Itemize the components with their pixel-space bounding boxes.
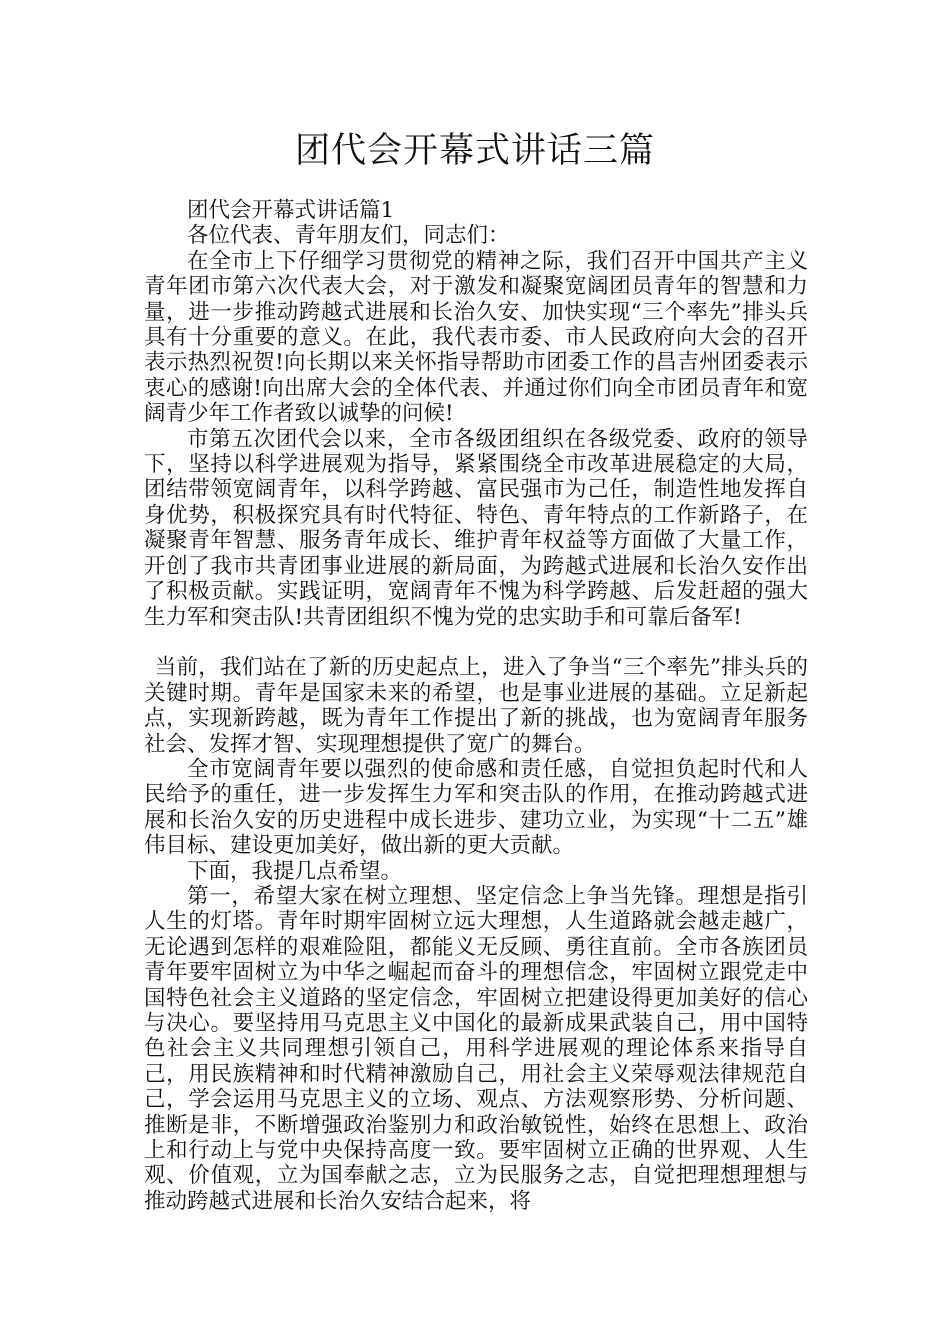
- paragraph-spacer: [144, 630, 808, 655]
- paragraph: 下面，我提几点希望。: [187, 858, 403, 884]
- salutation: 各位代表、青年朋友们，同志们：: [187, 223, 510, 249]
- paragraph: 全市宽阔青年要以强烈的使命感和责任感，自觉担负起时代和人民给予的重任，进一步发挥生力军和突击队的作用，在推动跨越式进展和长治久安的历史进程中成长进步、建功立业，为实现“十二五”雄伟目标、建设更加美好，做出新的更大贡献。: [144, 756, 808, 859]
- paragraph: 在全市上下仔细学习贯彻党的精神之际，我们召开中国共产主义青年团市第六次代表大会，对于激发和凝聚宽阔团员青年的智慧和力量，进一步推动跨越式进展和长治久安、加快实现“三个率先”排头兵具有十分重要的意义。在此，我代表市委、市人民政府向大会的召开表示热烈祝贺!向长期以来关怀指导帮助市团委工作的昌吉州团委表示衷心的感谢!向出席大会的全体代表、并通过你们向全市团员青年和宽阔青少年工作者致以诚挚的问候!: [144, 248, 808, 427]
- paragraph: 市第五次团代会以来，全市各级团组织在各级党委、政府的领导下，坚持以科学进展观为指导，紧紧围绕全市改革进展稳定的大局，团结带领宽阔青年，以科学跨越、富民强市为己任，制造性地发挥自身优势，积极探究具有时代特征、特色、青年特点的工作新路子，在凝聚青年智慧、服务青年成长、维护青年权益等方面做了大量工作，开创了我市共青团事业进展的新局面，为跨越式进展和长治久安作出了积极贡献。实践证明，宽阔青年不愧为科学跨越、后发赶超的强大生力军和突击队!共青团组织不愧为党的忠实助手和可靠后备军!: [144, 426, 808, 630]
- section-heading: 团代会开幕式讲话篇1: [187, 198, 395, 223]
- document-body: [144, 198, 808, 1214]
- paragraph: 第一，希望大家在树立理想、坚定信念上争当先锋。理想是指引人生的灯塔。青年时期牢固树立远大理想，人生道路就会越走越广，无论遇到怎样的艰难险阻，都能义无反顾、勇往直前。全市各族团员青年要牢固树立为中华之崛起而奋斗的理想信念，牢固树立跟党走中国特色社会主义道路的坚定信念，牢固树立把建设得更加美好的信心与决心。要坚持用马克思主义中国化的最新成果武装自己，用中国特色社会主义共同理想引领自己，用科学进展观的理论体系来指导自己，用民族精神和时代精神激励自己，用社会主义荣辱观法律规范自己，学会运用马克思主义的立场、观点、方法观察形势、分析问题、推断是非，不断增强政治鉴别力和政治敏锐性，始终在思想上、政治上和行动上与党中央保持高度一致。要牢固树立正确的世界观、人生观、价值观，立为国奉献之志，立为民服务之志，自觉把理想理想与推动跨越式进展和长治久安结合起来，将: [144, 883, 808, 1214]
- document-title: 团代会开幕式讲话三篇: [294, 131, 655, 171]
- paragraph: 当前，我们站在了新的历史起点上，进入了争当“三个率先”排头兵的关键时期。青年是国家未来的希望，也是事业进展的基础。立足新起点，实现新跨越，既为青年工作提出了新的挑战，也为宽阔青年服务社会、发挥才智、实现理想提供了宽广的舞台。: [144, 655, 808, 757]
